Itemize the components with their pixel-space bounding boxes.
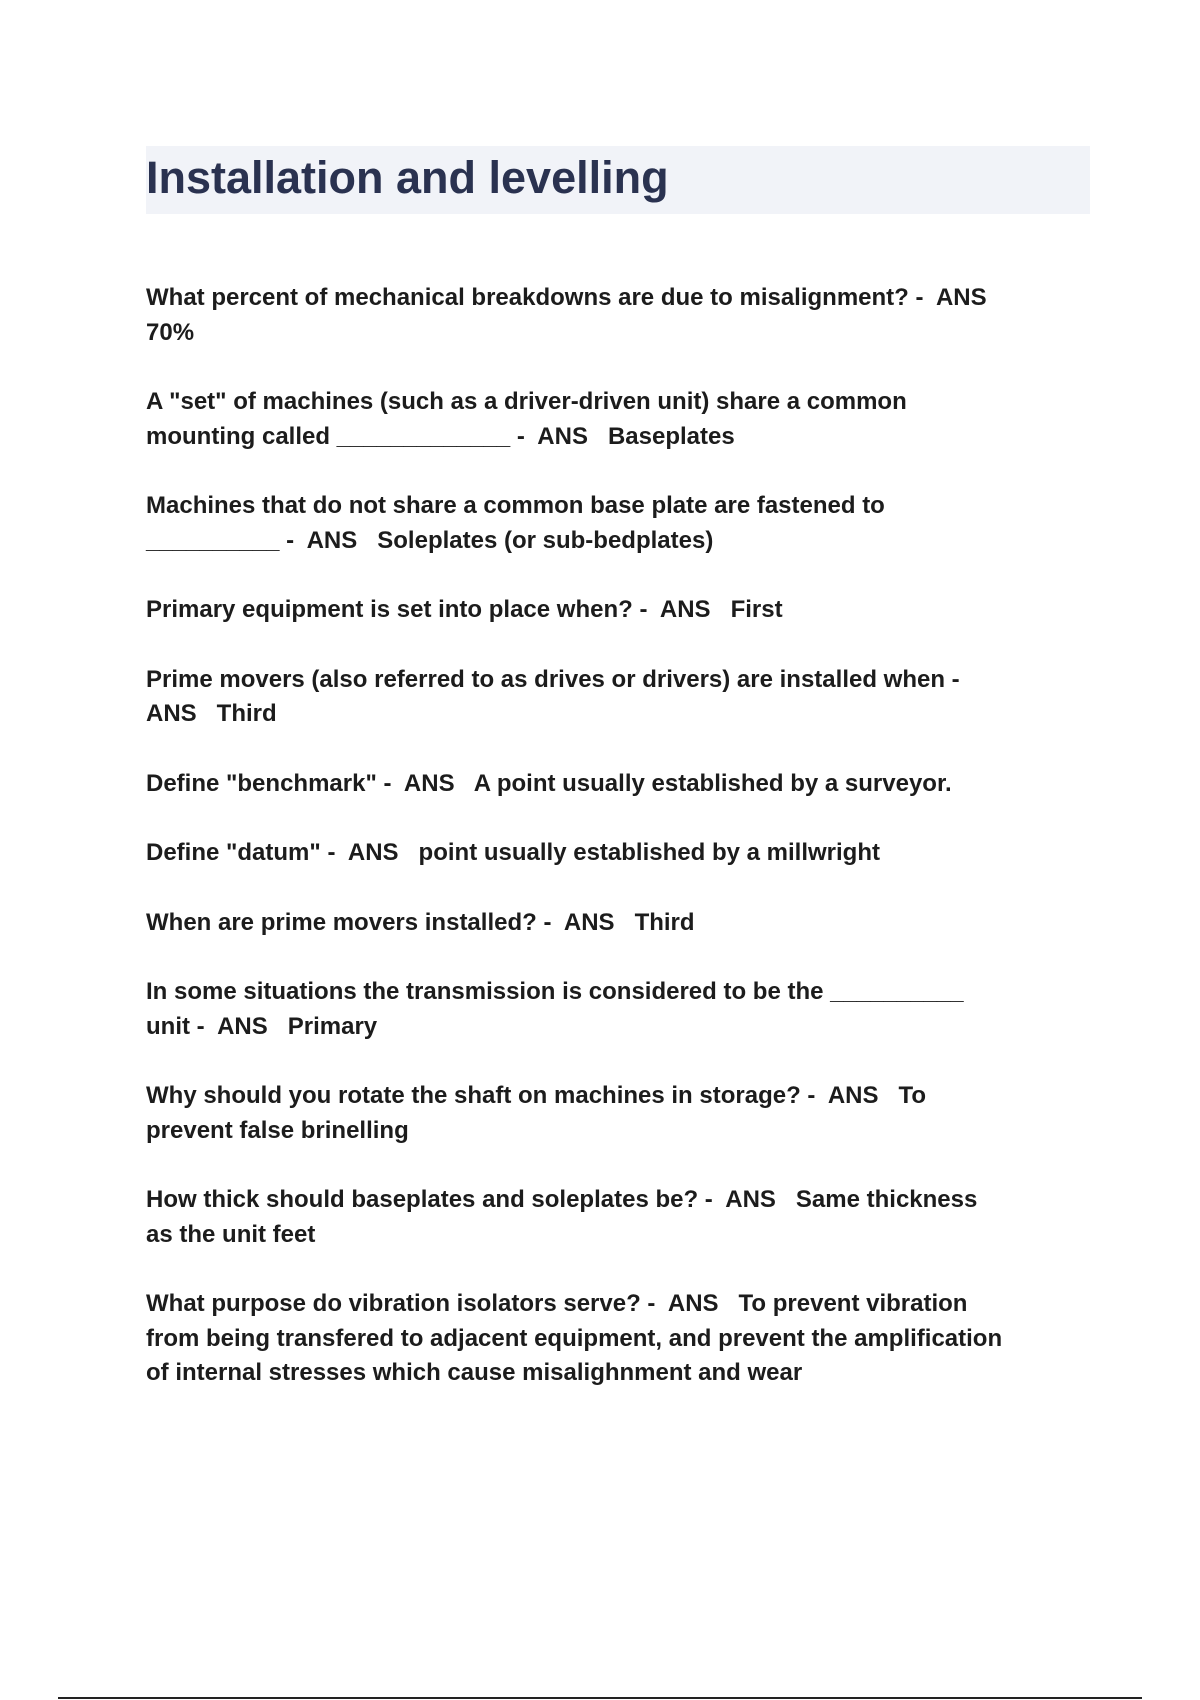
qa-item: How thick should baseplates and soleplates be? - ANS Same thickness as the unit feet (146, 1186, 978, 1248)
qa-item: Define "benchmark" - ANS A point usually established by a surveyor. (146, 769, 952, 797)
qa-item: What percent of mechanical breakdowns are due to misalignment? - ANS 70% (146, 284, 987, 346)
qa-item: What purpose do vibration isolators serve? - ANS To prevent vibration from being transfered to adjacent equipment, and prevent the amplification of internal stresses which cause misalighnment and wear (146, 1290, 1003, 1386)
qa-item: Define "datum" - ANS point usually established by a millwright (146, 839, 880, 866)
qa-item: In some situations the transmission is considered to be the __________ unit - ANS Primary (146, 978, 964, 1040)
qa-item: Machines that do not share a common base plate are fastened to __________ - ANS Soleplates (or sub-bedplates) (146, 492, 885, 554)
qa-list (146, 281, 1090, 1426)
qa-item: Why should you rotate the shaft on machines in storage? - ANS To prevent false brinelling (146, 1082, 927, 1144)
page-title: Installation and levelling (146, 152, 669, 203)
qa-item: Prime movers (also referred to as drives or drivers) are installed when - ANS Third (146, 665, 960, 727)
title-banner (146, 146, 1090, 214)
qa-item: A "set" of machines (such as a driver-driven unit) share a common mounting called _____________ - ANS Baseplates (146, 388, 907, 450)
qa-item: When are prime movers installed? - ANS Third (146, 908, 695, 936)
page-bottom-divider (58, 1697, 1142, 1699)
qa-item: Primary equipment is set into place when? - ANS First (146, 596, 783, 623)
